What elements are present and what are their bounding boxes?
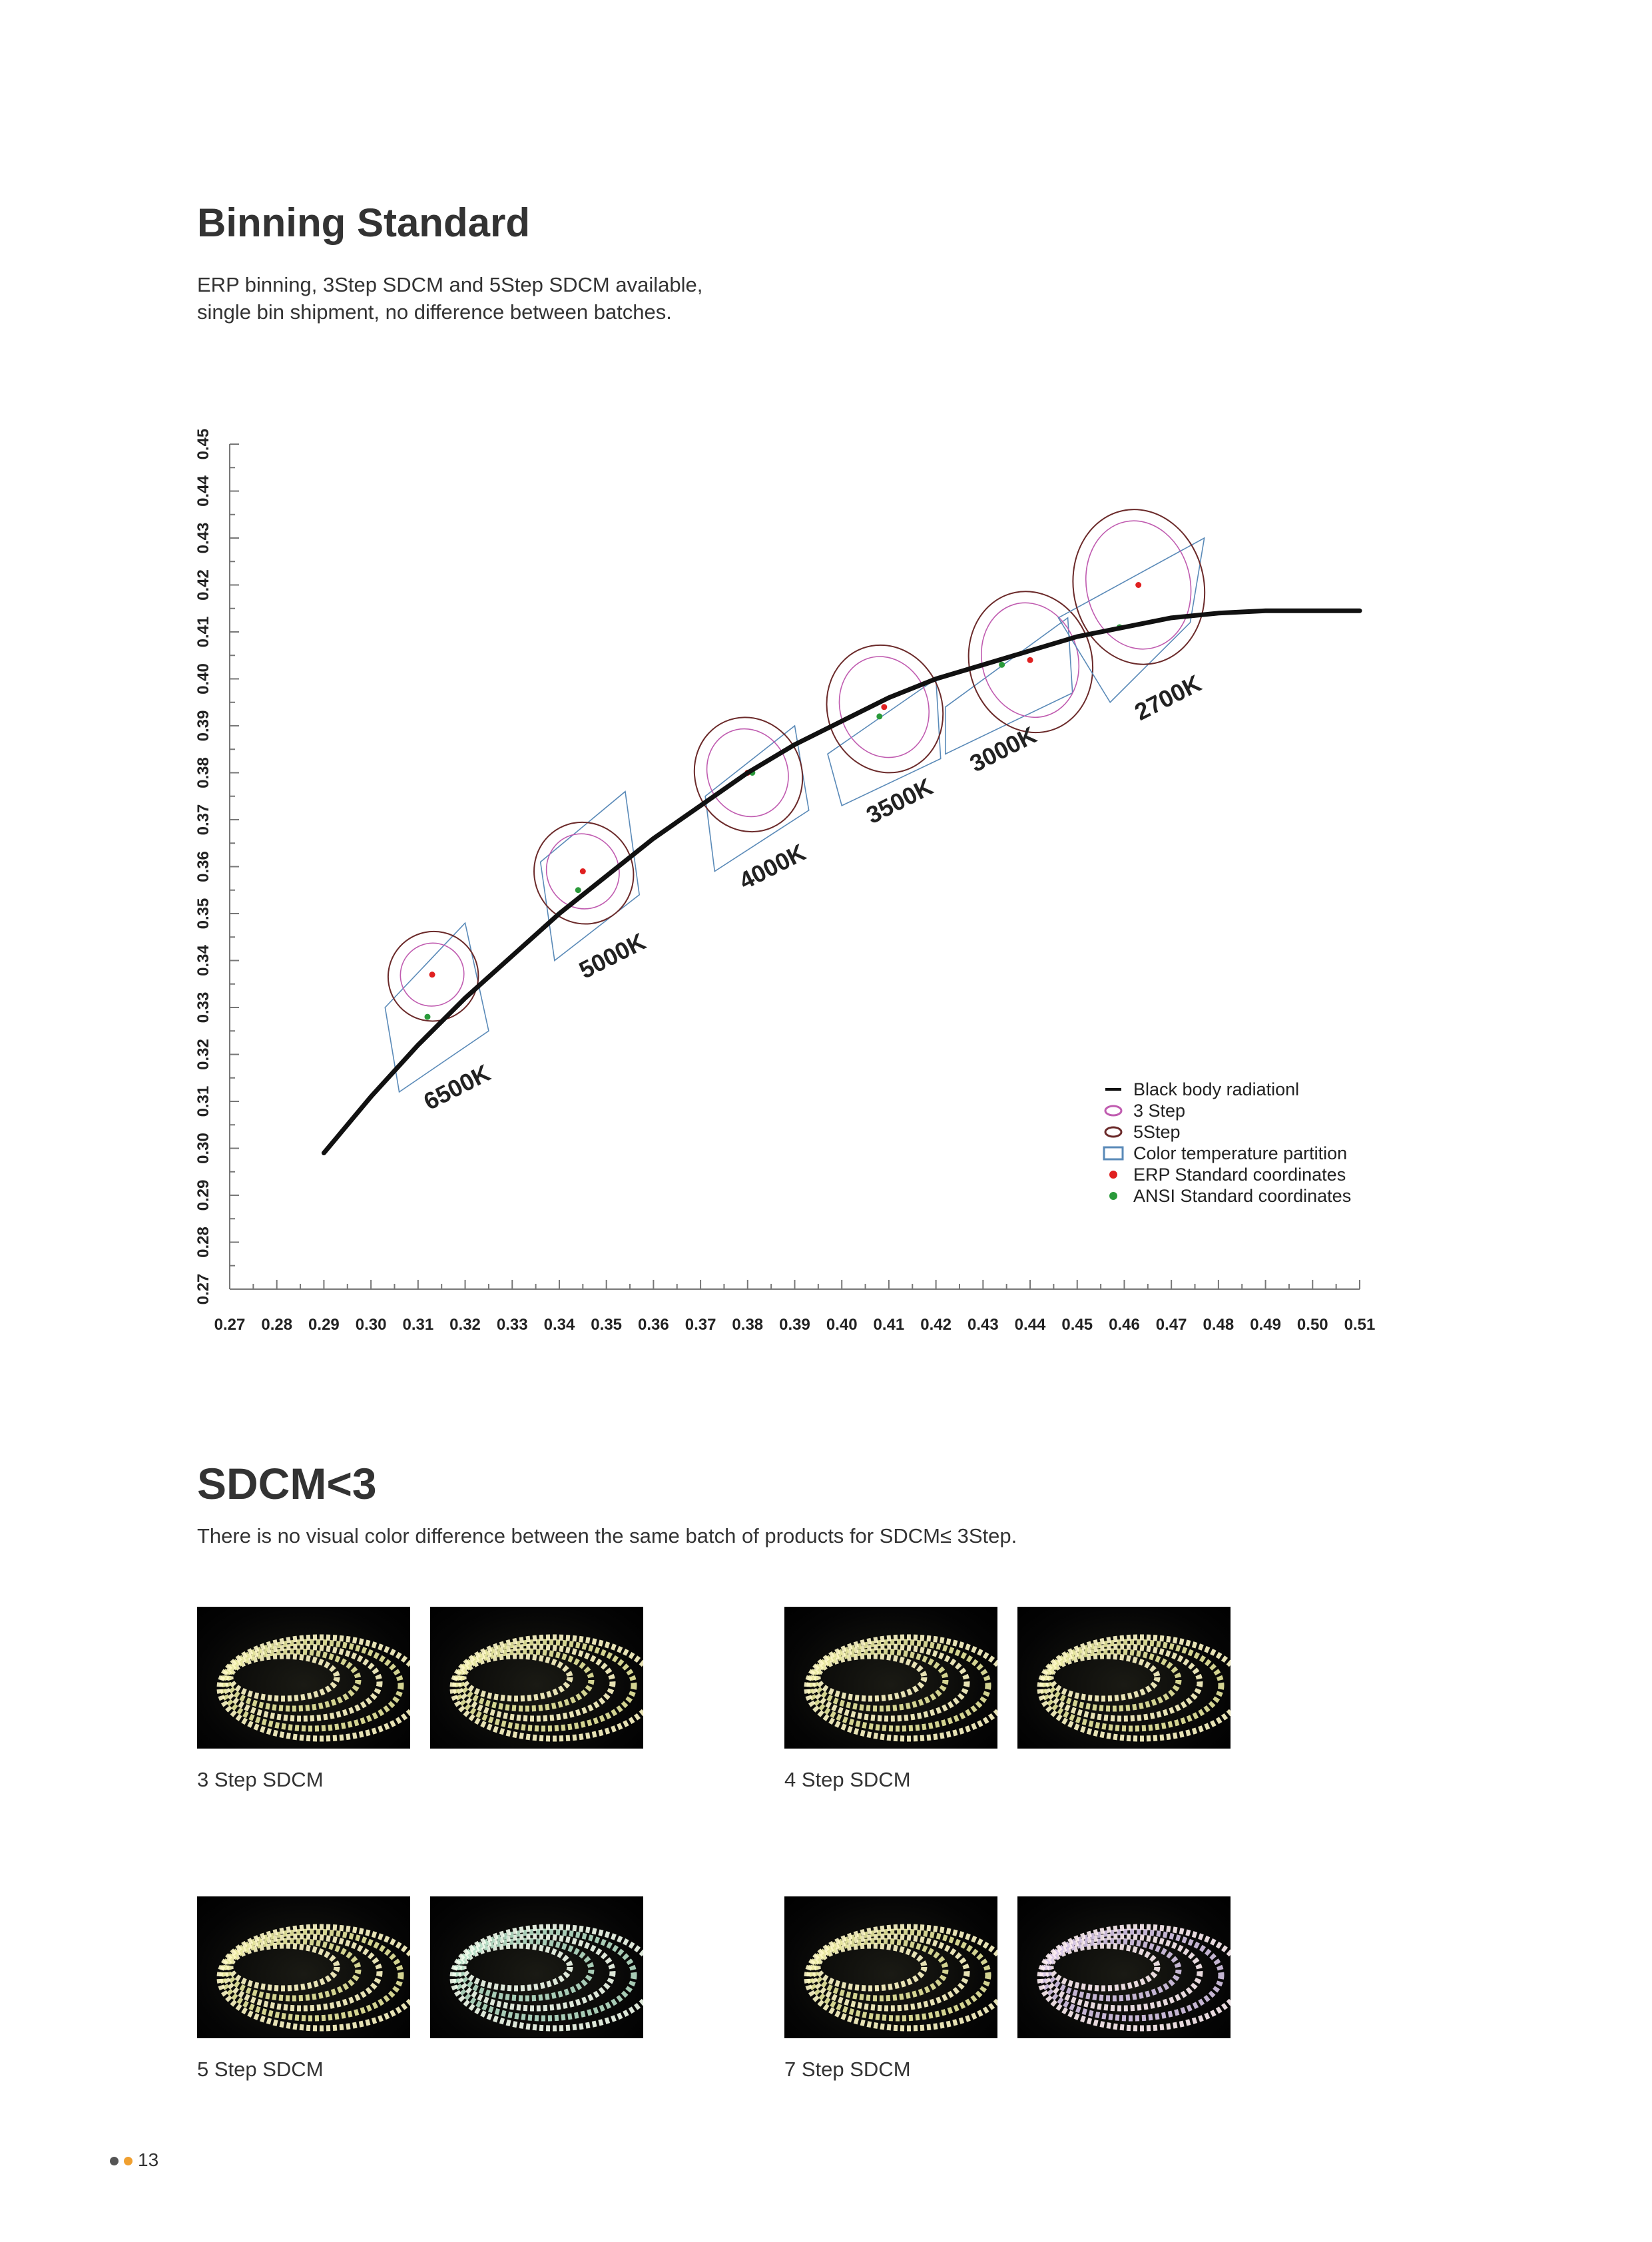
y-tick-label: 0.38 — [194, 757, 212, 788]
grey-dot-icon — [110, 2157, 119, 2165]
caption-7step: 7 Step SDCM — [784, 2058, 911, 2081]
led-strip-photo — [1017, 1896, 1231, 2038]
cct-label: 5000K — [574, 927, 651, 984]
x-tick-label: 0.28 — [261, 1316, 293, 1334]
x-tick-label: 0.44 — [1014, 1316, 1046, 1334]
legend-label: ANSI Standard coordinates — [1133, 1186, 1352, 1206]
cct-label: 6500K — [419, 1059, 495, 1116]
led-strip-photo — [784, 1607, 997, 1749]
x-tick-label: 0.45 — [1061, 1316, 1093, 1334]
caption-5step: 5 Step SDCM — [197, 2058, 324, 2081]
cct-label: 2700K — [1130, 669, 1206, 726]
legend-ellipse-icon — [1105, 1127, 1121, 1137]
erp-point — [1135, 582, 1141, 588]
x-tick-label: 0.46 — [1109, 1316, 1140, 1334]
legend-label: ERP Standard coordinates — [1133, 1165, 1346, 1185]
x-tick-label: 0.50 — [1296, 1316, 1328, 1334]
x-tick-label: 0.29 — [308, 1316, 340, 1334]
x-tick-label: 0.30 — [355, 1316, 387, 1334]
y-tick-label: 0.43 — [194, 522, 212, 554]
caption-3step: 3 Step SDCM — [197, 1768, 324, 1791]
x-tick-label: 0.27 — [214, 1316, 246, 1334]
y-tick-label: 0.33 — [194, 991, 212, 1023]
x-tick-label: 0.41 — [873, 1316, 905, 1334]
x-tick-label: 0.39 — [779, 1316, 810, 1334]
led-coil-graphic — [784, 1896, 997, 2038]
caption-4step: 4 Step SDCM — [784, 1768, 911, 1791]
y-tick-label: 0.37 — [194, 804, 212, 836]
x-tick-label: 0.36 — [638, 1316, 669, 1334]
erp-point — [429, 972, 435, 978]
x-tick-label: 0.35 — [591, 1316, 623, 1334]
x-tick-label: 0.38 — [732, 1316, 764, 1334]
x-tick-label: 0.49 — [1250, 1316, 1281, 1334]
y-tick-label: 0.30 — [194, 1133, 212, 1164]
y-tick-label: 0.29 — [194, 1179, 212, 1211]
x-tick-label: 0.43 — [967, 1316, 999, 1334]
x-tick-label: 0.47 — [1155, 1316, 1187, 1334]
binning-desc-line2: single bin shipment, no difference between batches. — [197, 300, 672, 324]
legend-label: 3 Step — [1133, 1101, 1186, 1121]
y-tick-label: 0.40 — [194, 663, 212, 695]
x-tick-label: 0.48 — [1203, 1316, 1235, 1334]
led-strip-photo — [430, 1607, 643, 1749]
erp-point — [1027, 657, 1033, 663]
led-coil-graphic — [1017, 1896, 1231, 2038]
ansi-point — [999, 662, 1005, 668]
legend-dot-icon — [1109, 1171, 1117, 1179]
led-strip-photo — [197, 1896, 410, 2038]
led-coil-graphic — [197, 1607, 410, 1749]
binning-desc-line1: ERP binning, 3Step SDCM and 5Step SDCM available, — [197, 273, 703, 296]
x-tick-label: 0.51 — [1344, 1316, 1376, 1334]
orange-dot-icon — [124, 2157, 133, 2165]
y-tick-label: 0.32 — [194, 1039, 212, 1070]
y-tick-label: 0.34 — [194, 945, 212, 976]
y-tick-label: 0.39 — [194, 710, 212, 742]
erp-point — [881, 704, 887, 710]
ansi-point — [424, 1014, 430, 1020]
y-tick-label: 0.28 — [194, 1227, 212, 1258]
legend-ellipse-icon — [1105, 1106, 1121, 1115]
led-coil-graphic — [197, 1896, 410, 2038]
x-tick-label: 0.42 — [920, 1316, 952, 1334]
led-strip-photo — [197, 1607, 410, 1749]
sdcm-desc: There is no visual color difference between the same batch of products for SDCM≤ 3Step. — [197, 1524, 1017, 1547]
cct-label: 3000K — [965, 720, 1041, 778]
x-tick-label: 0.33 — [496, 1316, 528, 1334]
x-tick-label: 0.32 — [449, 1316, 481, 1334]
y-tick-label: 0.36 — [194, 851, 212, 882]
y-tick-label: 0.41 — [194, 616, 212, 648]
led-coil-graphic — [1017, 1607, 1231, 1749]
y-tick-label: 0.45 — [194, 428, 212, 460]
led-strip-photo — [430, 1896, 643, 2038]
erp-point — [580, 868, 586, 874]
legend-label: Black body radiationl — [1133, 1079, 1300, 1099]
ansi-point — [876, 713, 882, 719]
led-coil-graphic — [784, 1607, 997, 1749]
legend-dot-icon — [1109, 1192, 1117, 1200]
y-tick-label: 0.44 — [194, 475, 212, 507]
cct-label: 4000K — [734, 838, 810, 895]
page-number: 13 — [138, 2149, 159, 2170]
y-tick-label: 0.35 — [194, 898, 212, 930]
led-strip-photo — [1017, 1607, 1231, 1749]
page-footer — [110, 2149, 158, 2171]
y-tick-label: 0.42 — [194, 569, 212, 601]
led-coil-graphic — [430, 1607, 643, 1749]
led-coil-graphic — [430, 1896, 643, 2038]
legend-label: 5Step — [1133, 1122, 1181, 1142]
x-tick-label: 0.31 — [402, 1316, 434, 1334]
led-strip-photo — [784, 1896, 997, 2038]
section-title-sdcm: SDCM<3 — [197, 1459, 377, 1508]
legend-label: Color temperature partition — [1133, 1143, 1348, 1163]
x-tick-label: 0.34 — [543, 1316, 575, 1334]
cct-label: 3500K — [862, 772, 938, 829]
y-tick-label: 0.27 — [194, 1273, 212, 1305]
legend-rect-icon — [1104, 1147, 1123, 1159]
x-tick-label: 0.37 — [685, 1316, 716, 1334]
x-tick-label: 0.40 — [826, 1316, 858, 1334]
ansi-point — [575, 887, 581, 893]
y-tick-label: 0.31 — [194, 1085, 212, 1117]
section-title-binning: Binning Standard — [197, 200, 530, 245]
